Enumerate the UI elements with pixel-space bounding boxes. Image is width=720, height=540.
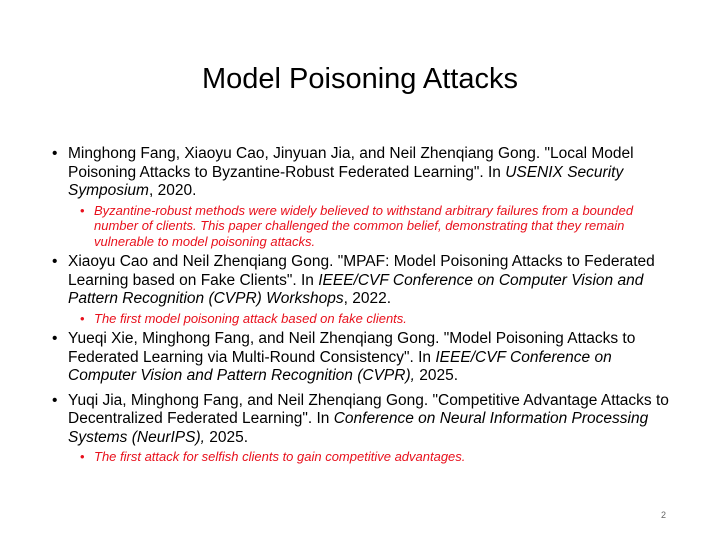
reference-notes: [68, 203, 675, 250]
reference-venue: Conference on Neural Information Processing Systems (NeurIPS),: [68, 410, 649, 446]
reference-venue: USENIX Security Symposium: [68, 163, 624, 199]
reference-year: , 2020.: [148, 182, 197, 199]
reference-item: [50, 330, 675, 386]
reference-notes: [68, 449, 675, 465]
reference-year: 2025.: [414, 367, 459, 384]
reference-notes: [68, 311, 675, 327]
reference-note: • The first attack for selfish clients to gain competitive advantages.: [80, 449, 675, 465]
reference-note: • The first model poisoning attack based on fake clients.: [80, 311, 675, 327]
page-number: 2: [661, 510, 667, 520]
reference-item: [50, 392, 675, 465]
reference-note: • Byzantine-robust methods were widely believed to withstand arbitrary failures from a bounded number of clients. This paper challenged the common belief, demonstrating that they remain vulnerable to model poisoning attacks.: [80, 203, 675, 250]
reference-authors-title: Yueqi Xie, Minghong Fang, and Neil Zhenqiang Gong. "Model Poisoning Attacks to Federated Learning via Multi-Round Consistency". In: [68, 330, 636, 366]
reference-list: [50, 145, 675, 469]
slide-title: Model Poisoning Attacks: [202, 63, 518, 95]
reference-venue: IEEE/CVF Conference on Computer Vision and Pattern Recognition (CVPR),: [68, 348, 612, 384]
reference-authors-title: Yuqi Jia, Minghong Fang, and Neil Zhenqiang Gong. "Competitive Advantage Attacks to Decentralized Federated Learning". In: [68, 391, 669, 427]
reference-year: , 2022.: [343, 290, 392, 307]
reference-authors-title: Minghong Fang, Xiaoyu Cao, Jinyuan Jia, and Neil Zhenqiang Gong. "Local Model Poisoning Attacks to Byzantine-Robust Federated Learning". In: [68, 145, 634, 181]
reference-item: [50, 253, 675, 326]
reference-year: 2025.: [204, 428, 249, 446]
reference-authors-title: Xiaoyu Cao and Neil Zhenqiang Gong. "MPAF: Model Poisoning Attacks to Federated Learning based on Fake Clients". In: [68, 253, 655, 289]
reference-venue: IEEE/CVF Conference on Computer Vision and Pattern Recognition (CVPR) Workshops: [68, 271, 644, 307]
reference-item: [50, 145, 675, 249]
